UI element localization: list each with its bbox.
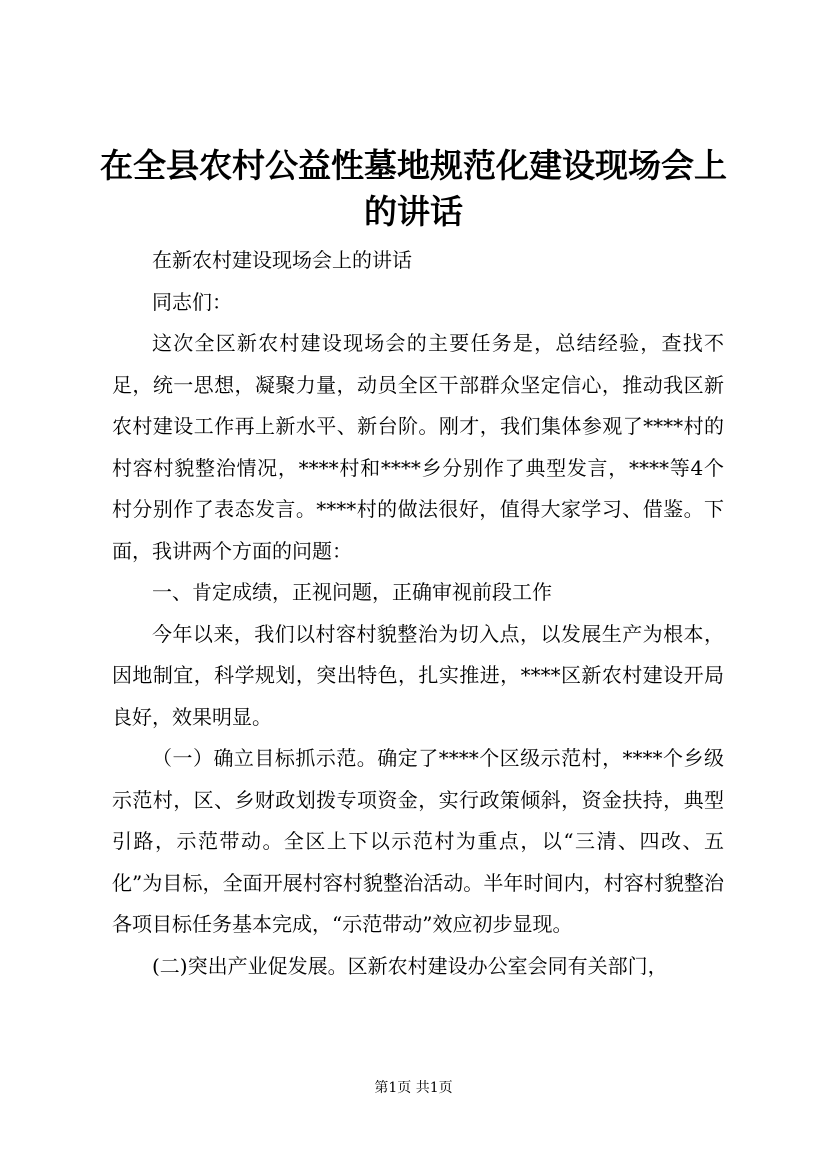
- document-title: 在全县农村公益性墓地规范化建设现场会上的讲话: [100, 146, 727, 231]
- page-footer: 第1页 共1页: [374, 1080, 453, 1096]
- body-paragraph: (二)突出产业促发展。区新农村建设办公室会同有关部门，: [152, 953, 668, 978]
- document-body: [112, 240, 724, 987]
- section-heading: 一、肯定成绩，正视问题，正确审视前段工作: [152, 580, 552, 604]
- intro-paragraph: 这次全区新农村建设现场会的主要任务是，总结经验，查找不足，统一思想，凝聚力量，动员全区干部群众坚定信心，推动我区新农村建设工作再上新水平、新台阶。刚才，我们集体参观了****村的村容村貌整治情况，****村和****乡分别作了典型发言，****等4个村分别作了表态发言。****村的做法很好，值得大家学习、借鉴。下面，我讲两个方面的问题：: [112, 331, 724, 563]
- body-paragraph: 今年以来，我们以村容村貌整治为切入点，以发展生产为根本，因地制宜，科学规划，突出特色，扎实推进，****区新农村建设开局良好，效果明显。: [112, 621, 724, 729]
- body-paragraph: （一）确立目标抓示范。确定了****个区级示范村，****个乡级示范村，区、乡财政划拨专项资金，实行政策倾斜，资金扶持，典型引路，示范带动。全区上下以示范村为重点，以“三清、四改、五化”为目标，全面开展村容村貌整治活动。半年时间内，村容村貌整治各项目标任务基本完成，“示范带动”效应初步显现。: [112, 746, 724, 936]
- subtitle-paragraph: 在新农村建设现场会上的讲话: [152, 248, 412, 272]
- salutation-paragraph: 同志们：: [152, 289, 232, 314]
